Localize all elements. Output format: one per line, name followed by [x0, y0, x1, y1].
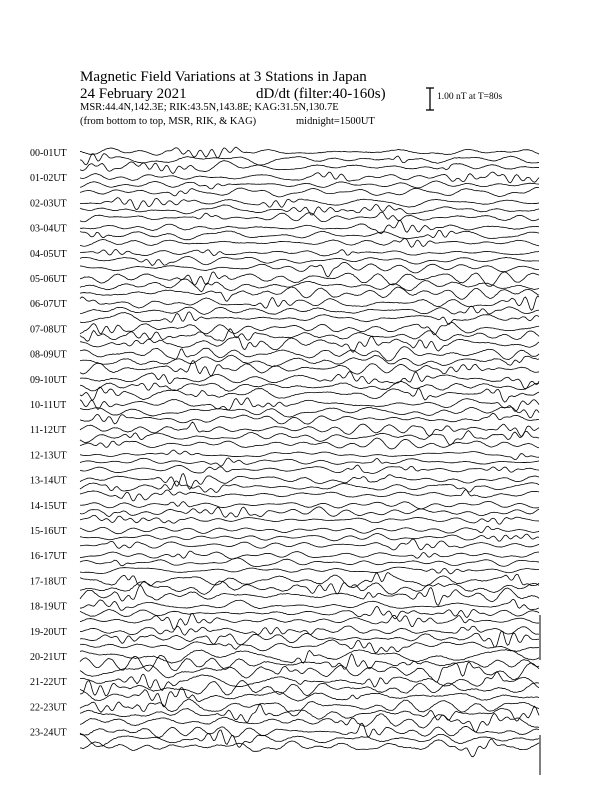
- hour-label: 20-21UT: [30, 652, 67, 663]
- trace-rik: [80, 558, 539, 567]
- trace-kag: [80, 551, 539, 559]
- trace-rik: [80, 606, 539, 619]
- trace-kag: [80, 501, 539, 509]
- trace-kag: [80, 198, 539, 210]
- hour-label: 00-01UT: [30, 148, 67, 159]
- trace-kag: [80, 249, 539, 255]
- trace-msr: [80, 489, 539, 500]
- hour-label: 22-23UT: [30, 702, 67, 714]
- hour-label: 15-16UT: [30, 526, 67, 537]
- hour-label: 04-05UT: [30, 248, 67, 260]
- trace-kag: [80, 599, 539, 610]
- hour-label: 12-13UT: [30, 450, 67, 462]
- trace-msr: [80, 287, 539, 302]
- trace-rik: [80, 154, 539, 165]
- hour-label: 02-03UT: [30, 198, 67, 210]
- hour-labels: [30, 148, 67, 739]
- trace-kag: [80, 296, 539, 310]
- trace-msr: [80, 337, 539, 353]
- chart-title: Magnetic Field Variations at 3 Stations in Japan: [80, 69, 367, 85]
- hour-label: 03-04UT: [30, 223, 67, 235]
- trace-msr: [80, 539, 539, 550]
- trace-rik: [80, 230, 539, 239]
- hour-label: 06-07UT: [30, 299, 67, 311]
- trace-kag: [80, 573, 539, 588]
- trace-order-note: (from bottom to top, MSR, RIK, & KAG): [80, 116, 257, 127]
- hour-label: 21-22UT: [30, 677, 67, 689]
- hour-label: 01-02UT: [30, 173, 67, 185]
- trace-kag: [80, 398, 539, 411]
- hour-label: 09-10UT: [30, 374, 67, 386]
- trace-msr: [80, 438, 539, 449]
- trace-kag: [80, 322, 539, 335]
- chart-date: 24 February 2021: [80, 86, 187, 102]
- trace-rik: [80, 204, 539, 214]
- hour-label: 10-11UT: [30, 400, 67, 411]
- trace-msr: [80, 387, 539, 402]
- trace-rik: [80, 381, 539, 391]
- trace-rik: [80, 507, 539, 517]
- trace-kag: [80, 723, 539, 737]
- trace-rik: [80, 458, 539, 466]
- trace-msr: [80, 662, 539, 682]
- trace-kag: [80, 371, 539, 389]
- hour-label: 13-14UT: [30, 475, 67, 487]
- trace-msr: [80, 640, 539, 653]
- scale-bar-label: 1.00 nT at T=80s: [437, 92, 503, 102]
- trace-rik: [80, 581, 539, 594]
- hour-label: 16-17UT: [30, 551, 67, 563]
- trace-msr: [80, 238, 539, 247]
- trace-rik: [80, 534, 539, 542]
- hour-label: 17-18UT: [30, 576, 67, 588]
- trace-rik: [80, 257, 539, 266]
- trace-msr: [80, 312, 539, 325]
- trace-kag: [80, 526, 539, 533]
- trace-msr: [80, 567, 539, 574]
- hour-label: 19-20UT: [30, 626, 67, 638]
- trace-msr: [80, 739, 539, 757]
- trace-rik: [80, 306, 539, 314]
- trace-kag: [80, 450, 539, 460]
- trace-rik: [80, 730, 539, 747]
- trace-msr: [80, 212, 539, 222]
- trace-msr: [80, 161, 539, 174]
- trace-rik: [80, 681, 539, 696]
- hour-label: 14-15UT: [30, 500, 67, 512]
- trace-rik: [80, 631, 539, 647]
- trace-group: [80, 147, 540, 775]
- trace-rik: [80, 181, 539, 189]
- trace-kag: [80, 672, 539, 691]
- hour-label: 07-08UT: [30, 324, 67, 336]
- station-coordinates: MSR:44.4N,142.3E; RIK:43.5N,143.8E; KAG:31.5N,130.7E: [80, 102, 339, 113]
- trace-rik: [80, 407, 539, 418]
- midnight-note: midnight=1500UT: [296, 116, 375, 127]
- trace-msr: [80, 515, 539, 524]
- hour-label: 05-06UT: [30, 274, 67, 285]
- trace-msr: [80, 187, 539, 196]
- scale-bar: [426, 88, 434, 110]
- trace-kag: [80, 147, 539, 158]
- hour-label: 08-09UT: [30, 349, 67, 361]
- hour-label: 11-12UT: [30, 425, 67, 437]
- chart-quantity: dD/dt (filter:40-160s): [256, 86, 386, 102]
- trace-kag: [80, 422, 539, 436]
- trace-kag: [80, 172, 539, 183]
- trace-rik: [80, 355, 539, 366]
- trace-msr: [80, 465, 539, 474]
- trace-rik: [80, 279, 539, 292]
- trace-msr: [80, 262, 539, 277]
- hour-label: 23-24UT: [30, 727, 67, 739]
- hour-label: 18-19UT: [30, 601, 67, 613]
